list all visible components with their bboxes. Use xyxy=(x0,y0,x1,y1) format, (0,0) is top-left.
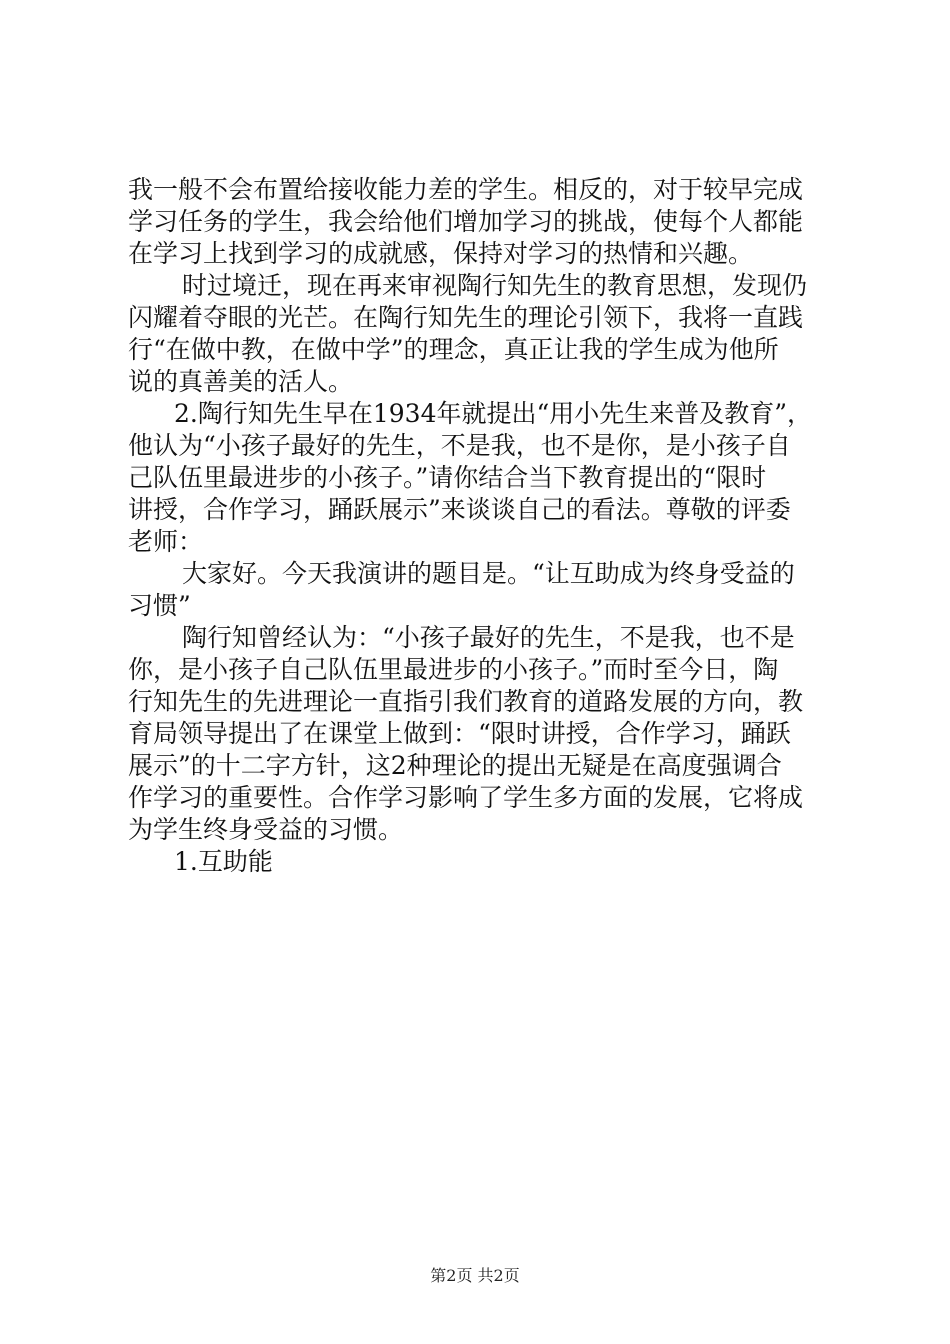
paragraph-start-line: 陶行知曾经认为：“小孩子最好的先生，不是我，也不是 xyxy=(182,623,795,652)
text-line: 他认为“小孩子最好的先生，不是我，也不是你，是小孩子自 xyxy=(128,431,791,460)
document-body xyxy=(128,174,834,878)
text-line: 闪耀着夺眼的光芒。在陶行知先生的理论引领下，我将一直践 xyxy=(128,303,804,332)
paragraph-start-line: 时过境迁，现在再来审视陶行知先生的教育思想，发现仍 xyxy=(182,271,808,300)
text-line: 学习任务的学生，我会给他们增加学习的挑战，使每个人都能 xyxy=(128,207,804,236)
text-line: 你，是小孩子自己队伍里最进步的小孩子。”而时至今日，陶 xyxy=(128,655,779,684)
paragraph-start-line: 大家好。今天我演讲的题目是。“让互助成为终身受益的 xyxy=(182,559,795,588)
text-line: 为学生终身受益的习惯。 xyxy=(128,815,404,844)
text-line: 己队伍里最进步的小孩子。”请你结合当下教育提出的“限时 xyxy=(128,463,767,492)
section-heading-line: 1.互助能 xyxy=(174,847,273,876)
text-line: 讲授，合作学习，踊跃展示”来谈谈自己的看法。尊敬的评委 xyxy=(128,495,791,524)
text-line: 行知先生的先进理论一直指引我们教育的道路发展的方向，教 xyxy=(128,687,804,716)
text-line: 我一般不会布置给接收能力差的学生。相反的，对于较早完成 xyxy=(128,175,804,204)
page-footer: 第2页 共2页 xyxy=(430,1266,520,1285)
text-line: 展示”的十二字方针，这2种理论的提出无疑是在高度强调合 xyxy=(128,751,782,780)
text-line: 老师： xyxy=(128,527,204,556)
text-line: 行“在做中教，在做中学”的理念，真正让我的学生成为他所 xyxy=(128,335,779,364)
question-heading-line: 2.陶行知先生早在1934年就提出“用小先生来普及教育”， xyxy=(174,399,813,428)
text-line: 育局领导提出了在课堂上做到：“限时讲授，合作学习，踊跃 xyxy=(128,719,791,748)
text-line: 作学习的重要性。合作学习影响了学生多方面的发展，它将成 xyxy=(128,783,804,812)
text-line: 说的真善美的活人。 xyxy=(128,367,354,396)
text-line: 习惯” xyxy=(128,591,191,620)
text-line: 在学习上找到学习的成就感，保持对学习的热情和兴趣。 xyxy=(128,239,754,268)
